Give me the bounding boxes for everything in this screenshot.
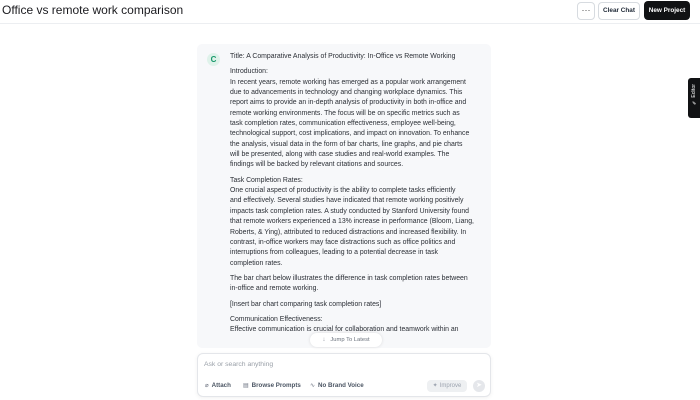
insert-placeholder-line: [Insert bar chart comparing task completion rates]: [230, 300, 382, 308]
task-line: interruptions from colleagues, leading to a potential decrease in task: [230, 249, 438, 257]
arrow-down-icon: ↓: [322, 337, 326, 343]
composer: [197, 353, 491, 397]
intro-line: will be presented, along with case studies and real-world examples. The: [230, 151, 450, 159]
message-content: [230, 52, 484, 341]
report-title: Title: A Comparative Analysis of Productivity: In-Office vs Remote Working: [230, 53, 456, 60]
intro-line: report aims to provide an in-depth analysis of productivity in both in-office and: [230, 99, 467, 107]
document-icon: ▤: [243, 383, 249, 389]
brand-voice-label: No Brand Voice: [318, 382, 364, 389]
intro-line: task completion rates, communication effectiveness, employee well-being,: [230, 120, 456, 128]
paperclip-icon: ⌀: [205, 383, 209, 389]
bar-chart-line: The bar chart below illustrates the difference in task completion rates between: [230, 274, 468, 282]
assistant-message: [197, 44, 491, 348]
task-line: and effectively. Several studies have indicated that remote working positively: [230, 197, 464, 205]
send-arrow-icon: ➤: [476, 382, 482, 389]
editor-tab-label: ✎ Editor: [691, 84, 697, 106]
intro-line: due to advancements in technology and changing workplace dynamics. This: [230, 89, 463, 97]
bar-chart-line: in-office and remote working.: [230, 285, 319, 293]
task-line: Roberts, & Ying), attributed to reduced distractions and increased flexibility. In: [230, 228, 467, 236]
waveform-icon: ∿: [310, 383, 316, 389]
assistant-avatar: C: [207, 53, 220, 66]
intro-line: findings will be backed by relevant citations and sources.: [230, 161, 404, 169]
intro-line: remote working environments. The focus will be on specific metrics such as: [230, 109, 460, 117]
task-heading: Task Completion Rates:: [230, 176, 303, 184]
editor-label: Editor: [691, 84, 697, 98]
intro-line: the analysis, visual data in the form of bar charts, line graphs, and pie charts: [230, 140, 463, 148]
communication-line: Effective communication is crucial for collaboration and teamwork within an: [230, 326, 459, 334]
search-input[interactable]: [204, 358, 474, 370]
jump-to-latest-label: Jump To Latest: [330, 337, 370, 343]
jump-to-latest-button[interactable]: [310, 333, 382, 347]
more-options-button[interactable]: ···: [577, 2, 595, 20]
browse-prompts-button[interactable]: [243, 382, 301, 389]
task-line: that remote workers experienced a 13% increase in performance (Bloom, Liang,: [230, 218, 474, 226]
improve-button[interactable]: [427, 380, 467, 392]
attach-button[interactable]: [205, 382, 231, 389]
task-line: completion rates.: [230, 259, 283, 267]
task-line: One crucial aspect of productivity is the ability to complete tasks efficiently: [230, 187, 456, 195]
editor-tab[interactable]: [688, 78, 700, 118]
top-header: [0, 0, 700, 24]
brand-voice-button[interactable]: [310, 382, 364, 389]
task-line: contrast, in-office workers may face distractions such as office politics and: [230, 238, 456, 246]
task-line: impacts task completion rates. A study conducted by Stanford University found: [230, 207, 469, 215]
sparkle-icon: ✦: [432, 383, 438, 389]
send-button[interactable]: [473, 380, 485, 392]
intro-line: technological support, cost implications, and impact on innovation. To enhance: [230, 130, 470, 138]
improve-label: Improve: [439, 383, 462, 389]
page-title: Office vs remote work comparison: [2, 3, 184, 17]
communication-heading: Communication Effectiveness:: [230, 315, 323, 323]
intro-line: In recent years, remote working has emerged as a popular work arrangement: [230, 78, 466, 86]
browse-prompts-label: Browse Prompts: [251, 382, 301, 389]
intro-heading: Introduction:: [230, 68, 268, 76]
clear-chat-button[interactable]: Clear Chat: [598, 2, 640, 20]
new-project-button[interactable]: New Project: [644, 1, 690, 20]
attach-label: Attach: [211, 382, 231, 389]
